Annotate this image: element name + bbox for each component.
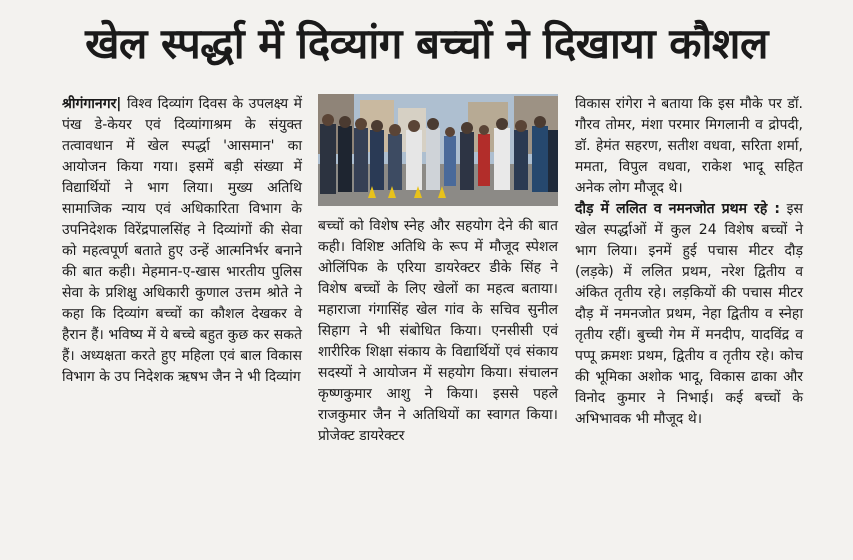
news-photo [318,94,558,206]
dateline: श्रीगंगानगर| [62,96,122,112]
article-text: विकास रांगेरा ने बताया कि इस मौके पर डॉ. गौरव तोमर, मंशा परमार मिगलानी व द्रोपदी, डॉ. हेमंत सहरण, सतीश वधवा, सरिता शर्मा, ममता, विपुल वधवा, राकेश भादू सहित अनेक लोग मौजूद थे। [575,96,803,196]
article-text: बच्चों को विशेष स्नेह और सहयोग देने की बात कही। विशिष्ट अतिथि के रूप में मौजूद स्पेशल ओलिंपिक के एरिया डायरेक्टर डीके सिंह ने विशेष बच्चों के लिए खेलों का महत्व बताया। महाराजा गंगासिंह खेल गांव के सचिव सुनील सिहाग ने भी संबोधित किया। एनसीसी एवं शारीरिक शिक्षा संकाय के विद्यार्थियों एवं संकाय सदस्यों ने आयोजन में सहयोग किया। संचालन कृष्णकुमार आशु ने किया। इससे पहले राजकुमार जैन ने अतिथियों का स्वागत किया। प्रोजेक्ट डायरेक्टर [318,218,558,444]
article-column-2 [318,216,558,447]
article-text: विश्व दिव्यांग दिवस के उपलक्ष्य में पंख डे-केयर एवं दिव्यांगाश्रम के संयुक्त तत्वावधान में खेल स्पर्द्धा 'आसमान' का आयोजन किया गया। इसमें बड़ी संख्या में विद्यार्थियों ने भाग लिया। मुख्य अतिथि सामाजिक न्याय एवं अधिकारिता विभाग के उपनिदेशक विरेंद्रपालसिंह ने दिव्यांगों की सेवा को महत्वपूर्ण बताते हुए उन्हें आत्मनिर्भर बनाने की बात कही। मेहमान-ए-खास भारतीय पुलिस सेवा के प्रशिक्षु अधिकारी कुणाल उत्तम श्रोते ने कहा कि दिव्यांग बच्चों का कौशल देखकर वे हैरान हैं। भविष्य में ये बच्चे बहुत कुछ कर सकते हैं। अध्यक्षता करते हुए महिला एवं बाल विकास विभाग के उप निदेशक ऋषभ जैन ने भी दिव्यांग [62,96,302,385]
article-column-3 [575,94,803,430]
article-column-1 [62,94,302,388]
headline: खेल स्पर्द्धा में दिव्यांग बच्चों ने दिखाया कौशल [85,19,768,68]
subheading: दौड़ में ललित व नमनजोत प्रथम रहे : [575,201,780,217]
article-text: इस खेल स्पर्द्धाओं में कुल 24 विशेष बच्चों ने भाग लिया। इनमें हुई पचास मीटर दौड़ (लड़के) में ललित प्रथम, नरेश द्वितीय व अंकित तृतीय रहे। लड़कियों की पचास मीटर दौड़ में नमनजोत प्रथम, नेहा द्वितीय व स्नेहा तृतीय रहीं। बुच्ची गेम में मनदीप, यादविंद्र व पप्पू क्रमशः प्रथम, द्वितीय व तृतीय रहे। कोच की भूमिका अशोक भादू, विकास ढाका और विनोद कुमार ने निभाई। कई बच्चों के अभिभावक भी मौजूद थे। [575,201,803,427]
